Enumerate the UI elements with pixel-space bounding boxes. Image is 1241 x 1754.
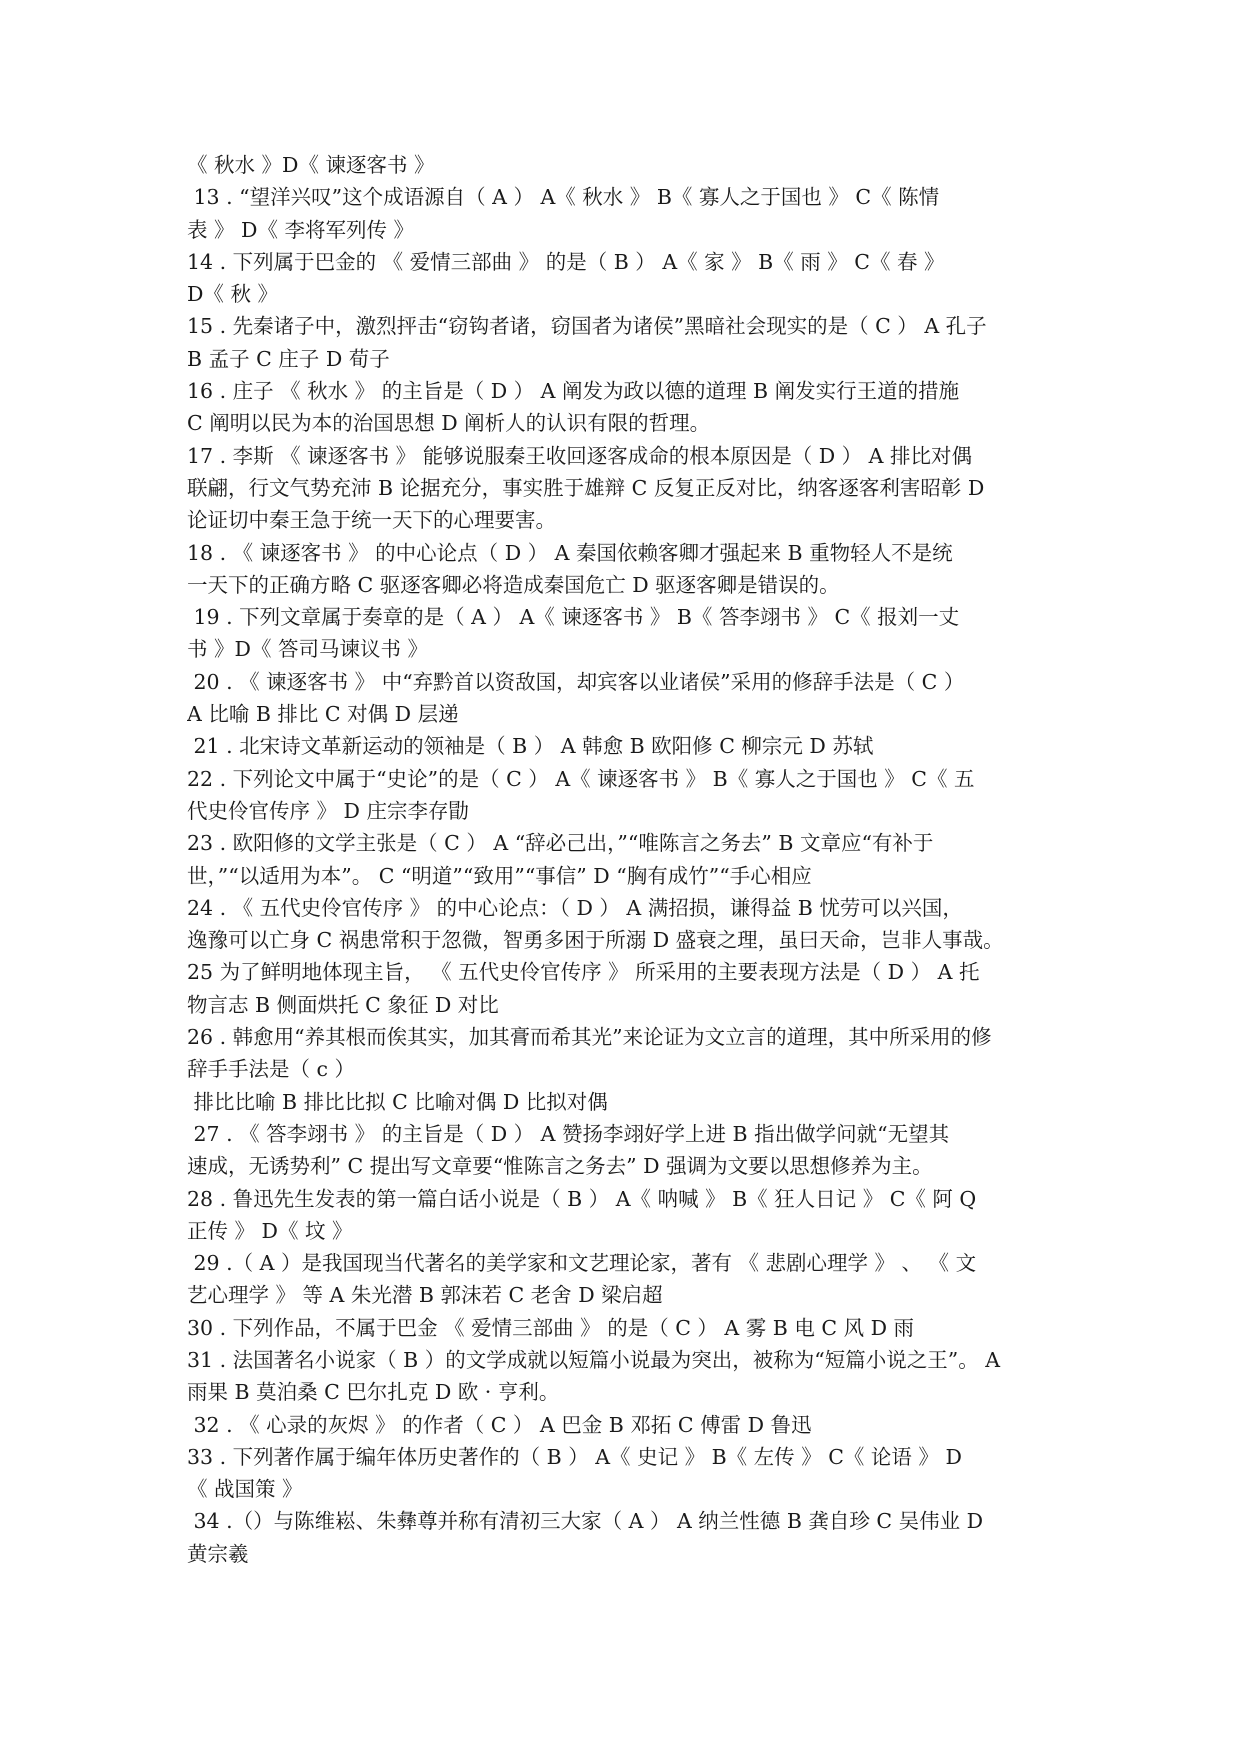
text-line: 34 .（）与陈维崧、朱彝尊并称有清初三大家（ A ） A 纳兰性德 B 龚自珍 C 吴伟业 D bbox=[187, 1509, 984, 1534]
text-line: 排比比喻 B 排比比拟 C 比喻对偶 D 比拟对偶 bbox=[187, 1089, 608, 1114]
text-line: 21 . 北宋诗文革新运动的领袖是（ B ） A 韩愈 B 欧阳修 C 柳宗元 D 苏轼 bbox=[187, 734, 874, 759]
text-line: 黄宗羲 bbox=[187, 1541, 249, 1566]
text-line: 28 . 鲁迅先生发表的第一篇白话小说是（ B ） A《 呐喊 》 B《 狂人日记 》 C《 阿 Q bbox=[187, 1186, 977, 1211]
text-line: 23 . 欧阳修的文学主张是（ C ） A “辞必己出，”“唯陈言之务去” B 文章应“有补于 bbox=[187, 831, 934, 856]
text-line: C 阐明以民为本的治国思想 D 阐析人的认识有限的哲理。 bbox=[187, 411, 711, 436]
text-line: 《 秋水 》D《 谏逐客书 》 bbox=[187, 153, 435, 177]
text-line: 32 . 《 心录的灰烬 》 的作者（ C ） A 巴金 B 邓拓 C 傅雷 D 鲁迅 bbox=[187, 1412, 812, 1437]
text-line: 正传 》 D《 坟 》 bbox=[187, 1218, 353, 1243]
text-line: 辞手手法是（ c ） bbox=[187, 1057, 356, 1082]
text-line: 30 . 下列作品，不属于巴金 《 爱情三部曲 》 的是（ C ） A 雾 B 电 C 风 D 雨 bbox=[187, 1315, 915, 1340]
text-line: 书 》D《 答司马谏议书 》 bbox=[187, 637, 428, 662]
text-line: 13 . “望洋兴叹”这个成语源自（ A ） A《 秋水 》 B《 寡人之于国也 》 C《 陈情 bbox=[187, 185, 940, 210]
text-line: 速成，无诱势利” C 提出写文章要“惟陈言之务去” D 强调为文要以思想修养为主。 bbox=[187, 1154, 933, 1179]
text-line: 16 . 庄子 《 秋水 》 的主旨是（ D ） A 阐发为政以德的道理 B 阐发实行王道的措施 bbox=[187, 379, 960, 404]
text-line: D《 秋 》 bbox=[187, 282, 278, 307]
text-line: 雨果 B 莫泊桑 C 巴尔扎克 D 欧 · 亨利。 bbox=[187, 1380, 560, 1405]
text-line: 22 . 下列论文中属于“史论”的是（ C ） A《 谏逐客书 》 B《 寡人之于国也 》 C《 五 bbox=[187, 766, 975, 791]
document-body bbox=[187, 149, 1067, 1570]
text-line: 15 . 先秦诸子中，激烈抨击“窃钩者诸，窃国者为诸侯”黑暗社会现实的是（ C ） A 孔子 bbox=[187, 314, 987, 339]
text-line: 物言志 B 侧面烘托 C 象征 D 对比 bbox=[187, 992, 499, 1017]
text-line: 代史伶官传序 》 D 庄宗李存勖 bbox=[187, 798, 469, 823]
text-line: 论证切中秦王急于统一天下的心理要害。 bbox=[187, 508, 556, 533]
text-line: 一天下的正确方略 C 驱逐客卿必将造成秦国危亡 D 驱逐客卿是错误的。 bbox=[187, 572, 840, 597]
text-line: 29 .（ A ）是我国现当代著名的美学家和文艺理论家，著有 《 悲剧心理学 》 、 《 文 bbox=[187, 1251, 977, 1276]
text-line: 14 . 下列属于巴金的 《 爱情三部曲 》 的是（ B ） A《 家 》 B《 雨 》 C《 春 》 bbox=[187, 249, 945, 274]
text-line: 联翩，行文气势充沛 B 论据充分，事实胜于雄辩 C 反复正反对比，纳客逐客利害昭彰 D bbox=[187, 475, 985, 500]
text-line: 33 . 下列著作属于编年体历史著作的（ B ） A《 史记 》 B《 左传 》 C《 论语 》 D bbox=[187, 1444, 962, 1469]
text-line: 24 . 《 五代史伶官传序 》 的中心论点：（ D ） A 满招损，谦得益 B 忧劳可以兴国， bbox=[187, 895, 963, 920]
text-line: 18 . 《 谏逐客书 》 的中心论点（ D ） A 秦国依赖客卿才强起来 B 重物轻人不是统 bbox=[187, 540, 953, 565]
text-line: 27 . 《 答李翊书 》 的主旨是（ D ） A 赞扬李翊好学上进 B 指出做学问就“无望其 bbox=[187, 1121, 950, 1146]
text-line: 19 . 下列文章属于奏章的是（ A ） A《 谏逐客书 》 B《 答李翊书 》 C《 报刘一丈 bbox=[187, 605, 960, 630]
text-line: 20 . 《 谏逐客书 》 中“弃黔首以资敌国，却宾客以业诸侯”采用的修辞手法是（ C ） bbox=[187, 669, 965, 694]
text-line: 世，”“以适用为本”。 C “明道”“致用”“事信” D “胸有成竹”“手心相应 bbox=[187, 863, 812, 888]
text-line: A 比喻 B 排比 C 对偶 D 层递 bbox=[187, 702, 459, 727]
text-line: B 孟子 C 庄子 D 荀子 bbox=[187, 346, 390, 371]
text-line: 表 》 D《 李将军列传 》 bbox=[187, 217, 415, 242]
text-line: 逸豫可以亡身 C 祸患常积于忽微，智勇多困于所溺 D 盛衰之理，虽曰天命，岂非人事哉。 bbox=[187, 928, 1004, 953]
text-line: 17 . 李斯 《 谏逐客书 》 能够说服秦王收回逐客成命的根本原因是（ D ） A 排比对偶 bbox=[187, 443, 973, 468]
text-line: 《 战国策 》 bbox=[187, 1477, 303, 1502]
text-line: 26 . 韩愈用“养其根而俟其实，加其膏而希其光”来论证为文立言的道理，其中所采用的修 bbox=[187, 1025, 992, 1050]
text-line: 25 为了鲜明地体现主旨， 《 五代史伶官传序 》 所采用的主要表现方法是（ D ） A 托 bbox=[187, 960, 980, 985]
text-line: 艺心理学 》 等 A 朱光潜 B 郭沫若 C 老舍 D 梁启超 bbox=[187, 1283, 663, 1308]
text-line: 31 . 法国著名小说家（ B ）的文学成就以短篇小说最为突出，被称为“短篇小说之王”。 A bbox=[187, 1347, 1001, 1372]
